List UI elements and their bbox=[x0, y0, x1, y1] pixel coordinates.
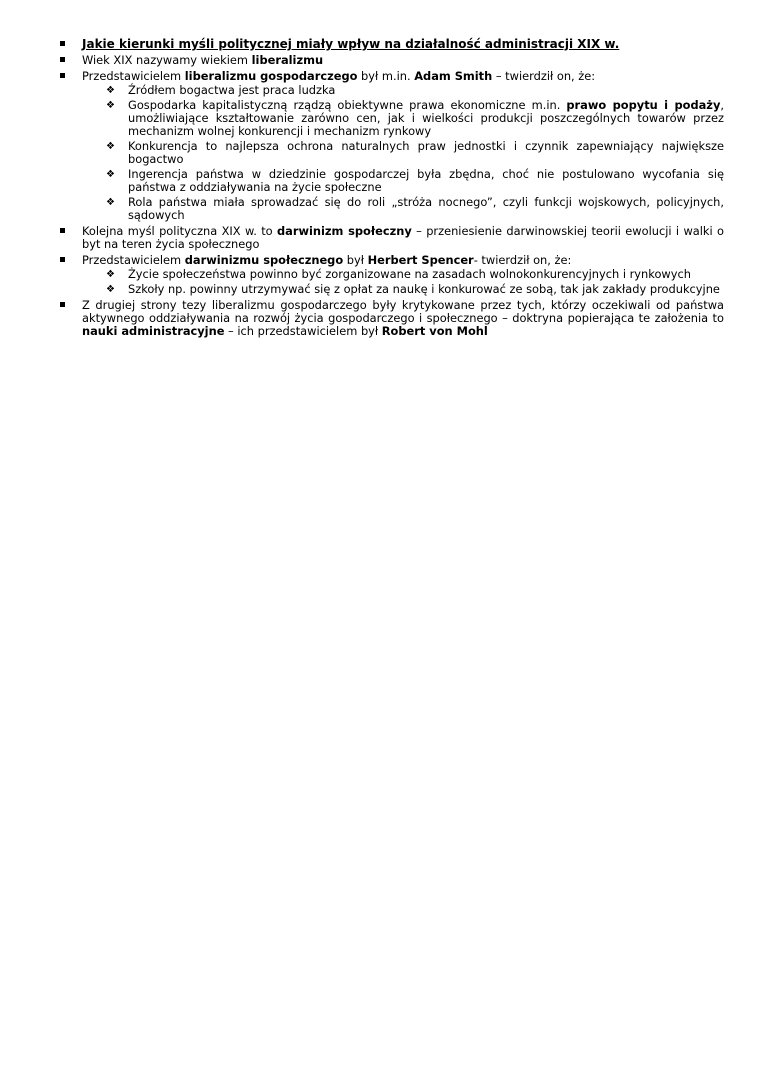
text: Rola państwa miała sprowadzać się do roli „stróża nocnego”, czyli funkcji wojskowych, policyjnych, sądowych bbox=[128, 195, 724, 222]
bold-term: darwinizm społeczny bbox=[277, 224, 412, 238]
list-item-adam-smith bbox=[58, 70, 724, 222]
sub-list-spencer bbox=[82, 268, 724, 296]
sub-list-item bbox=[82, 168, 724, 194]
text: Życie społeczeństwa powinno być zorganizowane na zasadach wolnokonkurencyjnych i rynkowych bbox=[128, 267, 691, 281]
list-item-liberalism bbox=[58, 54, 724, 67]
text: Przedstawicielem bbox=[82, 69, 185, 83]
text: Źródłem bogactwa jest praca ludzka bbox=[128, 83, 336, 97]
bold-term: darwinizmu społecznego bbox=[184, 253, 344, 267]
bold-term: liberalizmu gospodarczego bbox=[184, 69, 358, 83]
text: – twierdził on, że: bbox=[492, 69, 596, 83]
text: Konkurencja to najlepsza ochrona naturalnych praw jednostki i czynnik zapewniający największe bogactwo bbox=[128, 139, 724, 166]
sub-list-smith bbox=[82, 84, 724, 222]
sub-list-item bbox=[82, 84, 724, 97]
list-item-social-darwinism bbox=[58, 225, 724, 251]
document-heading: Jakie kierunki myśli politycznej miały wpływ na działalność administracji XIX w. bbox=[82, 37, 620, 51]
text: – ich przedstawicielem był bbox=[224, 324, 382, 338]
text: Wiek XIX nazywamy wiekiem bbox=[82, 53, 252, 67]
text: , umożliwiające kształtowanie zarówno cen, jak i wielkości produkcji poszczególnych towarów przez mechanizm wolnej konkurencji i mechanizm rynkowy bbox=[128, 98, 724, 138]
bold-term: Adam Smith bbox=[414, 69, 493, 83]
bold-term: prawo popytu i podaży bbox=[566, 98, 721, 112]
text: Ingerencja państwa w dziedzinie gospodarczej była zbędna, choć nie postulowano wycofania się państwa z oddziaływania na życie społeczne bbox=[128, 167, 724, 194]
text: Szkoły np. powinny utrzymywać się z opłat za naukę i konkurować ze sobą, tak jak zakłady produkcyjne bbox=[128, 282, 720, 296]
sub-list-item bbox=[82, 140, 724, 166]
text: – przeniesienie darwinowskiej teorii ewolucji i walki o byt na teren życia społecznego bbox=[82, 224, 725, 251]
sub-list-item bbox=[82, 268, 724, 281]
text: Kolejna myśl polityczna XIX w. to bbox=[82, 224, 278, 238]
document-content bbox=[58, 38, 724, 341]
list-item-herbert-spencer bbox=[58, 254, 724, 296]
bold-term: Herbert Spencer bbox=[367, 253, 474, 267]
text: był bbox=[343, 253, 368, 267]
list-item-heading bbox=[58, 38, 724, 51]
text: Z drugiej strony tezy liberalizmu gospodarczego były krytykowane przez tych, którzy oczekiwali od państwa aktywnego oddziaływania na rozwój życia gospodarczego i społecznego – doktryna popierająca te założenia to bbox=[82, 298, 724, 325]
sub-list-item bbox=[82, 99, 724, 138]
main-list bbox=[58, 38, 724, 338]
text: był m.in. bbox=[357, 69, 415, 83]
list-item-administrative-sciences bbox=[58, 299, 724, 338]
sub-list-item bbox=[82, 196, 724, 222]
bold-term: liberalizmu bbox=[251, 53, 324, 67]
sub-list-item bbox=[82, 283, 724, 296]
bold-term: nauki administracyjne bbox=[82, 324, 225, 338]
text: Gospodarka kapitalistyczną rządzą obiektywne prawa ekonomiczne m.in. bbox=[128, 98, 567, 112]
bold-term: Robert von Mohl bbox=[381, 324, 488, 338]
text: - twierdził on, że: bbox=[473, 253, 572, 267]
text: Przedstawicielem bbox=[82, 253, 185, 267]
